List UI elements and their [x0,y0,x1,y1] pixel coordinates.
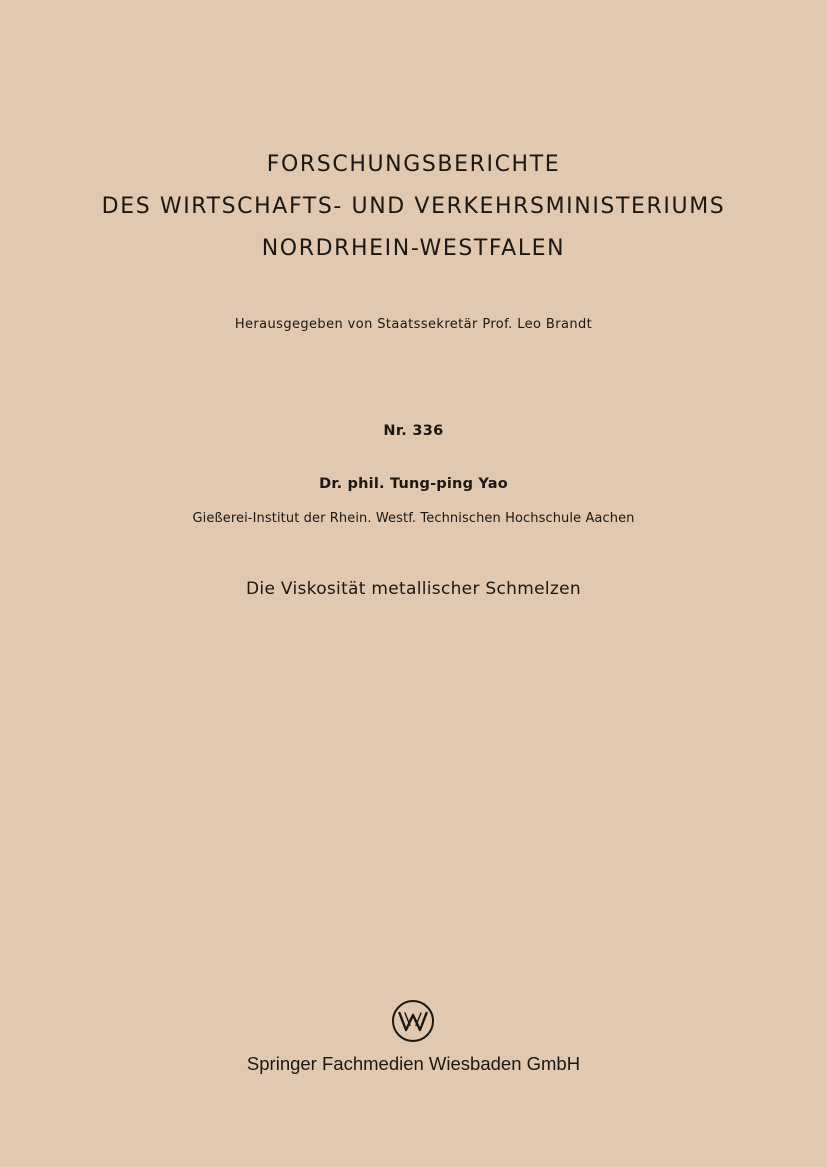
author-name: Dr. phil. Tung-ping Yao [319,476,508,492]
series-title-line-2: DES WIRTSCHAFTS- UND VERKEHRSMINISTERIUMS [101,194,726,219]
publisher-logo-icon [391,999,435,1043]
book-title: Die Viskosität metallischer Schmelzen [246,579,581,599]
series-editor: Herausgegeben von Staatssekretär Prof. Leo Brandt [234,317,593,332]
series-number: Nr. 336 [383,423,444,439]
series-title-line-1: FORSCHUNGSBERICHTE [266,152,561,177]
series-title-line-3: NORDRHEIN-WESTFALEN [261,236,566,261]
author-institute: Gießerei-Institut der Rhein. Westf. Technischen Hochschule Aachen [192,511,635,526]
publisher-name: Springer Fachmedien Wiesbaden GmbH [246,1053,581,1074]
